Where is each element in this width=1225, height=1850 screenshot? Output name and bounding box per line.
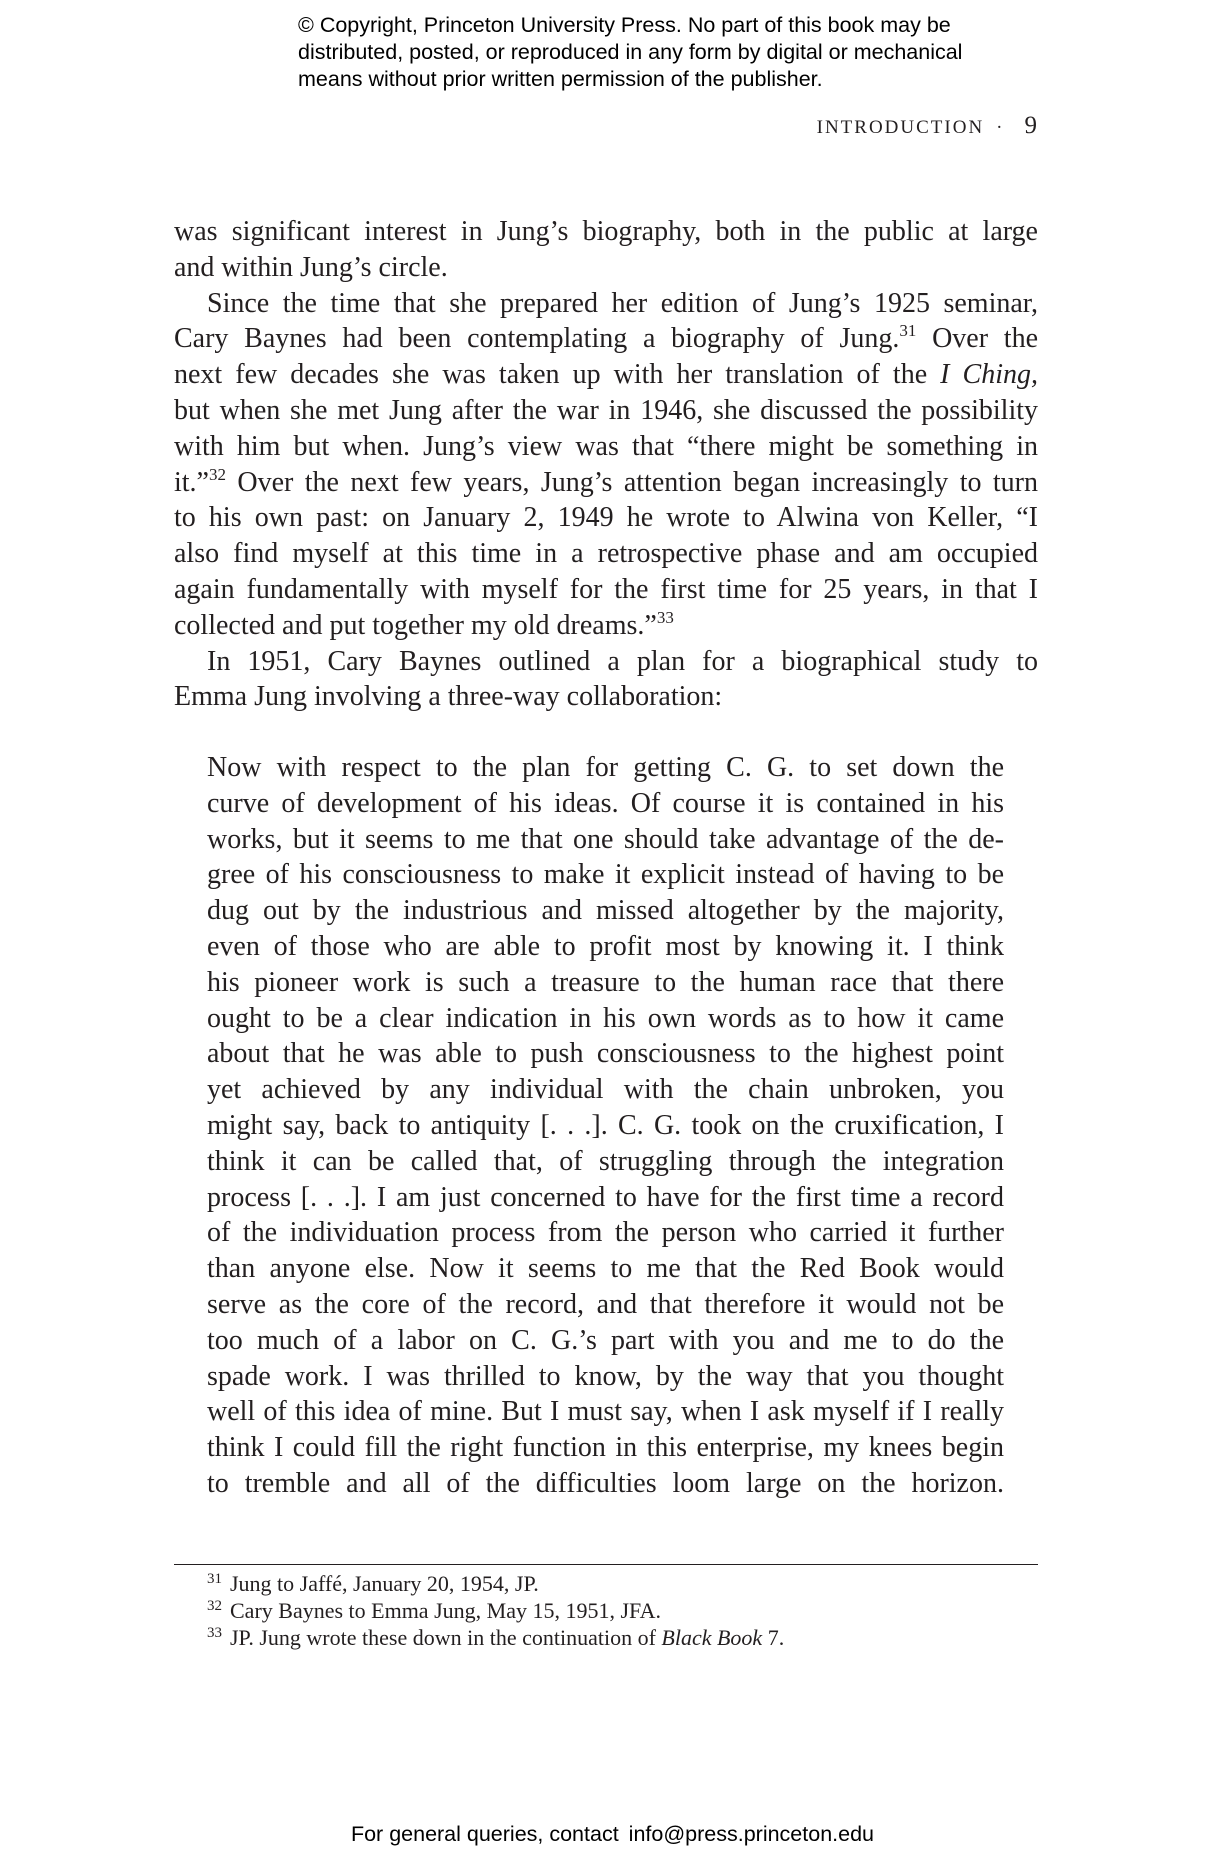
- footnote-text: 7.: [762, 1625, 785, 1650]
- quote-line: than anyone else. Now it seems to me that the Red Book would: [207, 1253, 1004, 1285]
- text-line: also find myself at this time in a retrospective phase and am occupied: [174, 538, 1038, 570]
- footnote-32: [207, 1597, 1027, 1624]
- text-run: it.”: [174, 466, 209, 498]
- text-run: Cary Baynes had been contemplating a biography of Jung.: [174, 323, 900, 355]
- text-line: [174, 357, 1038, 393]
- text-line: again fundamentally with myself for the first time for 25 years, in that I: [174, 573, 1038, 605]
- text-run: collected and put together my old dreams.”: [174, 609, 657, 641]
- text-line: [174, 465, 1038, 501]
- quote-line: curve of development of his ideas. Of course it is contained in his: [207, 787, 1004, 819]
- copyright-line: means without prior written permission of the publisher.: [298, 67, 823, 91]
- quote-line: think I could fill the right function in this enterprise, my knees begin: [207, 1432, 1004, 1464]
- running-head-title: INTRODUCTION: [816, 117, 985, 138]
- footnote-text: Jung to Jaffé, January 20, 1954, JP.: [230, 1571, 539, 1596]
- body-paragraph-2: [174, 286, 1038, 644]
- footnote-number: 32: [207, 1598, 222, 1614]
- text-line: to his own past: on January 2, 1949 he wrote to Alwina von Keller, “I: [174, 502, 1038, 534]
- quote-line: to tremble and all of the difficulties loom large on the horizon.: [207, 1467, 1004, 1499]
- contact-email-link[interactable]: info@press.princeton.edu: [628, 1822, 875, 1846]
- footnote-33: [207, 1624, 1027, 1651]
- text-line: with him but when. Jung’s view was that “there might be something in: [174, 430, 1038, 462]
- footnote-text: JP. Jung wrote these down in the continuation of: [230, 1625, 662, 1650]
- quote-line: of the individuation process from the person who carried it further: [207, 1217, 1004, 1249]
- copyright-line: distributed, posted, or reproduced in any form by digital or mechanical: [298, 40, 963, 64]
- book-title-italic: Black Book: [661, 1625, 763, 1650]
- quote-line: his pioneer work is such a treasure to the human race that there: [207, 966, 1004, 998]
- footnote-divider: [174, 1564, 1038, 1565]
- running-head: [600, 112, 1037, 140]
- text-run: Over the next few years, Jung’s attention began increasingly to turn: [226, 466, 1038, 498]
- quote-line: even of those who are able to profit most by knowing it. I think: [207, 930, 1004, 962]
- text-line: [174, 321, 1038, 357]
- text-line: [174, 608, 1038, 644]
- quote-line: gree of his consciousness to make it explicit instead of having to be: [207, 859, 1004, 891]
- body-paragraph-3: [174, 644, 1038, 716]
- quote-line: about that he was able to push consciousness to the highest point: [207, 1038, 1004, 1070]
- contact-label: For general queries, contact: [350, 1822, 619, 1846]
- copyright-line: © Copyright, Princeton University Press. No part of this book may be: [298, 13, 951, 37]
- footnotes: [207, 1570, 1027, 1651]
- quote-line: ought to be a clear indication in his own words as to how it came: [207, 1002, 1004, 1034]
- quote-line: spade work. I was thrilled to know, by the way that you thought: [207, 1360, 1004, 1392]
- quote-line: process [. . .]. I am just concerned to have for the first time a record: [207, 1181, 1004, 1213]
- quote-line: serve as the core of the record, and that therefore it would not be: [207, 1288, 1004, 1320]
- book-title-italic: I Ching,: [940, 359, 1039, 391]
- text-run: next few decades she was taken up with her translation of the: [174, 359, 941, 391]
- footnote-number: 33: [207, 1625, 222, 1641]
- text-line: was significant interest in Jung’s biography, both in the public at large: [174, 216, 1038, 247]
- footnote-ref-31[interactable]: 31: [899, 321, 917, 341]
- footnote-ref-33[interactable]: 33: [656, 607, 674, 627]
- footnote-ref-32[interactable]: 32: [209, 464, 226, 484]
- text-line: Since the time that she prepared her edition of Jung’s 1925 seminar,: [207, 287, 1038, 319]
- footnote-number: 31: [207, 1571, 222, 1587]
- text-line: In 1951, Cary Baynes outlined a plan for a biographical study to: [207, 645, 1038, 677]
- copyright-notice: [298, 12, 1018, 93]
- text-run: Over the: [916, 323, 1039, 355]
- body-paragraph-1: [174, 214, 1038, 286]
- quote-line: Now with respect to the plan for getting C. G. to set down the: [207, 752, 1004, 783]
- quote-line: well of this idea of mine. But I must say, when I ask myself if I really: [207, 1396, 1004, 1428]
- quote-line: yet achieved by any individual with the chain unbroken, you: [207, 1074, 1004, 1106]
- footnote-text: Cary Baynes to Emma Jung, May 15, 1951, JFA.: [230, 1598, 662, 1623]
- contact-notice: [0, 1822, 1225, 1847]
- block-quote: [207, 750, 1004, 1502]
- page-number: 9: [1024, 112, 1037, 139]
- text-line: but when she met Jung after the war in 1946, she discussed the possibility: [174, 394, 1038, 426]
- quote-line: too much of a labor on C. G.’s part with you and me to do the: [207, 1324, 1004, 1356]
- text-line: and within Jung’s circle.: [174, 251, 448, 283]
- quote-line: dug out by the industrious and missed altogether by the majority,: [207, 895, 1004, 927]
- quote-line: works, but it seems to me that one should take advantage of the de-: [207, 823, 1004, 855]
- text-line: Emma Jung involving a three-way collaboration:: [174, 681, 723, 713]
- quote-line: might say, back to antiquity [. . .]. C. G. took on the cruxification, I: [207, 1109, 1004, 1141]
- running-head-separator: ·: [996, 117, 1005, 138]
- quote-line: think it can be called that, of struggling through the integration: [207, 1145, 1004, 1177]
- footnote-31: [207, 1570, 1027, 1597]
